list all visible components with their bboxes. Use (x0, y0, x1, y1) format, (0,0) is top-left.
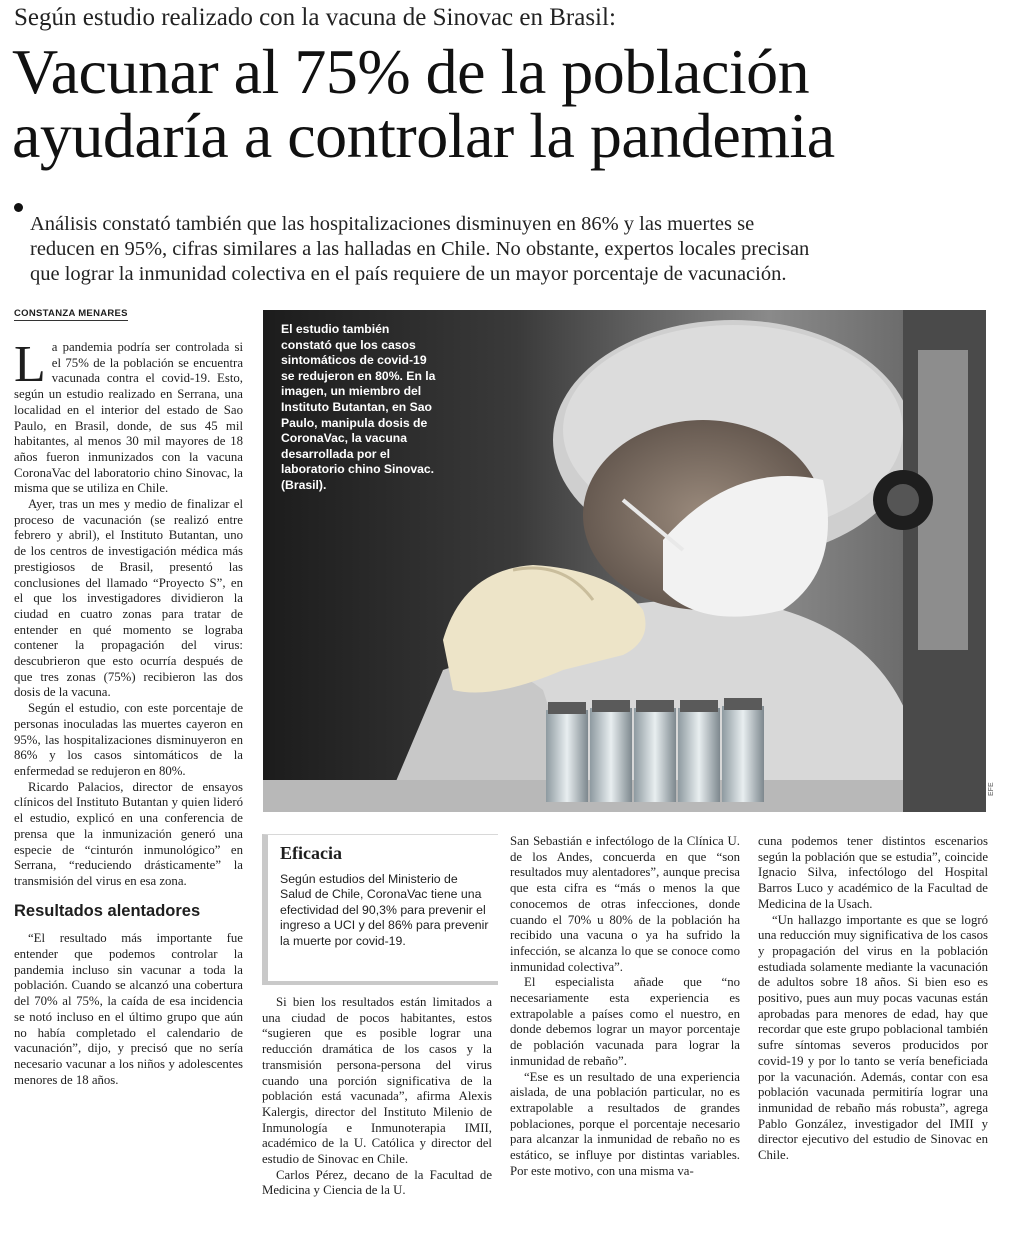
paragraph: Según el estudio, con este porcentaje de personas inoculadas las muertes cayeron en 95%, las hospitalizaciones disminuyeron en 86% y los casos sintomáticos de la enfermedad se redujeron en 80%. (14, 701, 243, 778)
photo-caption: El estudio también constató que los casos sintomáticos de covid-19 se redujeron en 80%. En la imagen, un miembro del Instituto Butantan, en Sao Paulo, manipula dosis de CoronaVac, la vacuna desarrollada por el laboratorio chino Sinovac. (Brasil). (281, 322, 436, 492)
paragraph: Si bien los resultados están limitados a una ciudad de pocos habitantes, estos “sugieren que es posible lograr una reducción dramática de los casos y la transmisión persona-persona del virus cuando una porción significativa de la población está vacunada”, afirma Alexis Kalergis, director del Instituto Milenio de Inmunología e Inmunoterapia IMII, académico de la U. Católica y director del estudio de Sinovac en Chile. (262, 995, 492, 1167)
paragraph: Ricardo Palacios, director de ensayos clínicos del Instituto Butantan y quien lideró el estudio, explicó en una conferencia de prensa que la inmunización generó una especie de “cinturón inmunológico” en Serrana, “reduciendo drásticamente” la transmisión del virus en esa zona. (14, 779, 243, 888)
article-column-3 (510, 834, 740, 1179)
paragraph: “Ese es un resultado de una experiencia aislada, de una población particular, no es extrapolable a resultados de grandes poblaciones, porque el porcentaje necesario para alcanzar la inmunidad de rebaño no es estático, se influye por distintas variables. Por este motivo, con una misma va- (510, 1069, 740, 1178)
paragraph: Carlos Pérez, decano de la Facultad de Medicina y Ciencia de la U. (262, 1167, 492, 1198)
paragraph: “Un hallazgo importante es que se logró una reducción muy significativa de los casos y propagación del virus en la población estudiada solamente mediante la vacunación de adultos sobre 18 años. Si bien eso es positivo, pues aun muy pocas vacunas están aprobadas para menores de edad, hay que recordar que este grupo poblacional también sufre síntomas severos producidos por covid-19 y por lo tanto se vería beneficiada por la vacunación. Además, contar con esa población vacunada permitiría lograr una inmunidad de rebaño más robusta”, agrega Pablo González, investigador del IMII y director ejecutivo del estudio de Sinovac en Chile. (758, 912, 988, 1163)
article-column-4 (758, 834, 988, 1164)
vials (546, 698, 764, 802)
info-box (262, 834, 498, 985)
paragraph: cuna podemos tener distintos escenarios según la población que se estudia”, coincide Ignacio Silva, infectólogo del Hospital Barros Luco y académico de la Facultad de Medicina de la Usach. (758, 834, 988, 911)
subhead: Resultados alentadores (14, 901, 201, 920)
bullet-icon (14, 203, 23, 212)
headline (12, 36, 1002, 171)
deck (30, 212, 1000, 287)
paragraph: Ayer, tras un mes y medio de finalizar el proceso de vacunación (se realizó entre febrero y abril), el Instituto Butantan, uno de los centros de investigación médica más prestigiosos de Brasil, presentó las conclusiones del llamado “Proyecto S”, en el que los investigadores dividieron la ciudad en cuatro zonas para tratar de entender en qué momento se lograba contener la propagación del virus: descubrieron que esto ocurría después de que tres zonas (75%) recibieron las dos dosis de la vacuna. (14, 497, 243, 700)
article-column-2 (262, 995, 492, 1199)
headline-line-2: ayudaría a controlar la pandemia (12, 100, 835, 171)
photo-credit: EFE (988, 782, 995, 796)
paragraph: El especialista añade que “no necesariamente esta experiencia es extrapolable a países como el nuestro, en donde debemos lograr un mayor porcentaje de población vacunada para lograr la inmunidad de rebaño”. (510, 975, 740, 1068)
drop-cap: L (14, 336, 46, 393)
paragraph: San Sebastián e infectólogo de la Clínica U. de los Andes, concuerda en que “son resultados muy alentadores”, aunque precisa que esta cifra es “más o menos la que conocemos de otras infecciones, donde cuando el 70% u 80% de la población ha recibido una vacuna o ya ha sufrido la infección, se alcanza lo que se conoce como inmunidad colectiva”. (510, 834, 740, 974)
kicker: Según estudio realizado con la vacuna de Sinovac en Brasil: (14, 4, 616, 31)
byline: CONSTANZA MENARES (14, 308, 128, 319)
deck-line-2: reducen en 95%, cifras similares a las halladas en Chile. No obstante, expertos locales precisan (30, 238, 810, 260)
paragraph-lead: La pandemia podría ser controlada si el 75% de la población se encuentra vacunada contra el covid-19. Esto, según un estudio realizado en Serrana, una localidad en el interior del estado de Sao Paulo, en Brasil, donde, de sus 45 mil habitantes, al menos 30 mil mayores de 18 años fueron inmunizados con la vacuna CoronaVac del laboratorio chino Sinovac, la misma que se utiliza en Chile. (14, 336, 243, 496)
paragraph: “El resultado más importante fue entender que podemos controlar la pandemia incluso sin vacunar a toda la población. Cuando se alcanzó una cobertura del 70% al 75%, la caída de esa incidencia se notó incluso en el último grupo que aún no había completado el calendario de vacunación”, dijo, y precisó que no sería necesario vacunar a los niños y adolescentes menores de 18 años. (14, 931, 243, 1087)
info-box-title: Eficacia (280, 843, 342, 863)
headline-line-1: Vacunar al 75% de la población (12, 36, 810, 107)
info-box-text: Según estudios del Ministerio de Salud de Chile, CoronaVac tiene una efectividad del 90,3% para prevenir el ingreso a UCI y del 86% para prevenir la muerte por covid-19. (280, 872, 489, 948)
deck-line-3: que lograr la inmunidad colectiva en el país requiere de un mayor porcentaje de vacunación. (30, 263, 787, 285)
article-column-1 (14, 336, 243, 1088)
deck-line-1: Análisis constató también que las hospitalizaciones disminuyen en 86% y las muertes se (30, 213, 755, 235)
article-photo (263, 310, 986, 812)
